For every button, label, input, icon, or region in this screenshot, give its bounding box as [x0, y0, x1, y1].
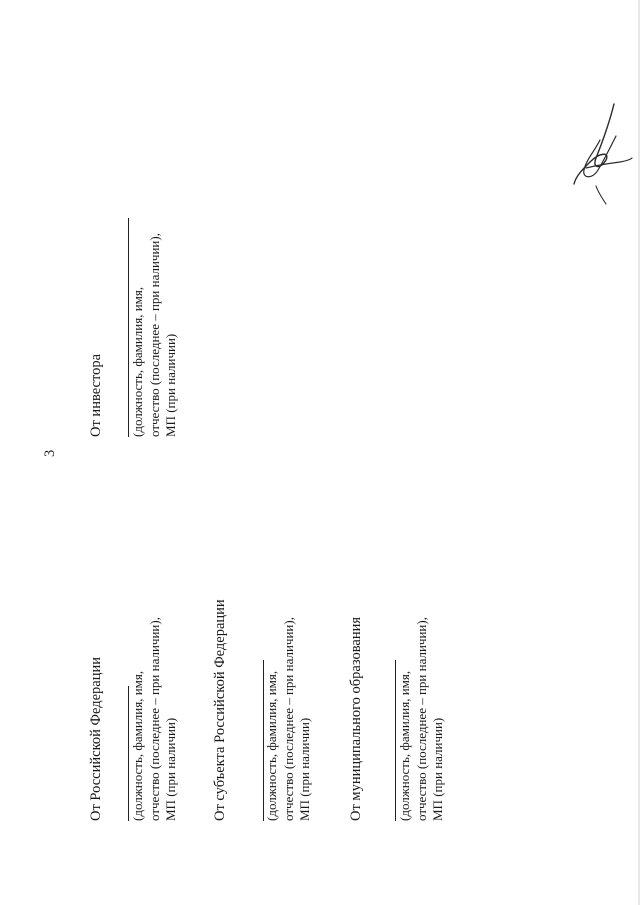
signature-line-investor — [128, 218, 129, 437]
signatory-title-subject: От субъекта Российской Федерации — [212, 599, 228, 821]
signatory-caption-russian-federation: (должность, фамилия, имя, отчество (последнее – при наличии), МП (при наличии) — [130, 617, 178, 821]
page-number: 3 — [42, 449, 58, 457]
signature-line-russian-federation — [128, 686, 129, 821]
handwritten-signature — [570, 100, 634, 210]
signatory-caption-investor: (должность, фамилия, имя, отчество (последнее – при наличии), МП (при наличии) — [130, 233, 178, 437]
signature-line-municipality — [395, 660, 396, 821]
signatory-title-russian-federation: От Российской Федерации — [88, 657, 104, 821]
signatory-caption-subject: (должность, фамилия, имя, отчество (последнее – при наличии), МП (при наличии) — [264, 617, 312, 821]
signatory-title-investor: От инвестора — [88, 353, 104, 437]
signatory-title-municipality: От муниципального образования — [348, 616, 364, 821]
signatory-caption-municipality: (должность, фамилия, имя, отчество (последнее – при наличии), МП (при наличии) — [397, 617, 445, 821]
